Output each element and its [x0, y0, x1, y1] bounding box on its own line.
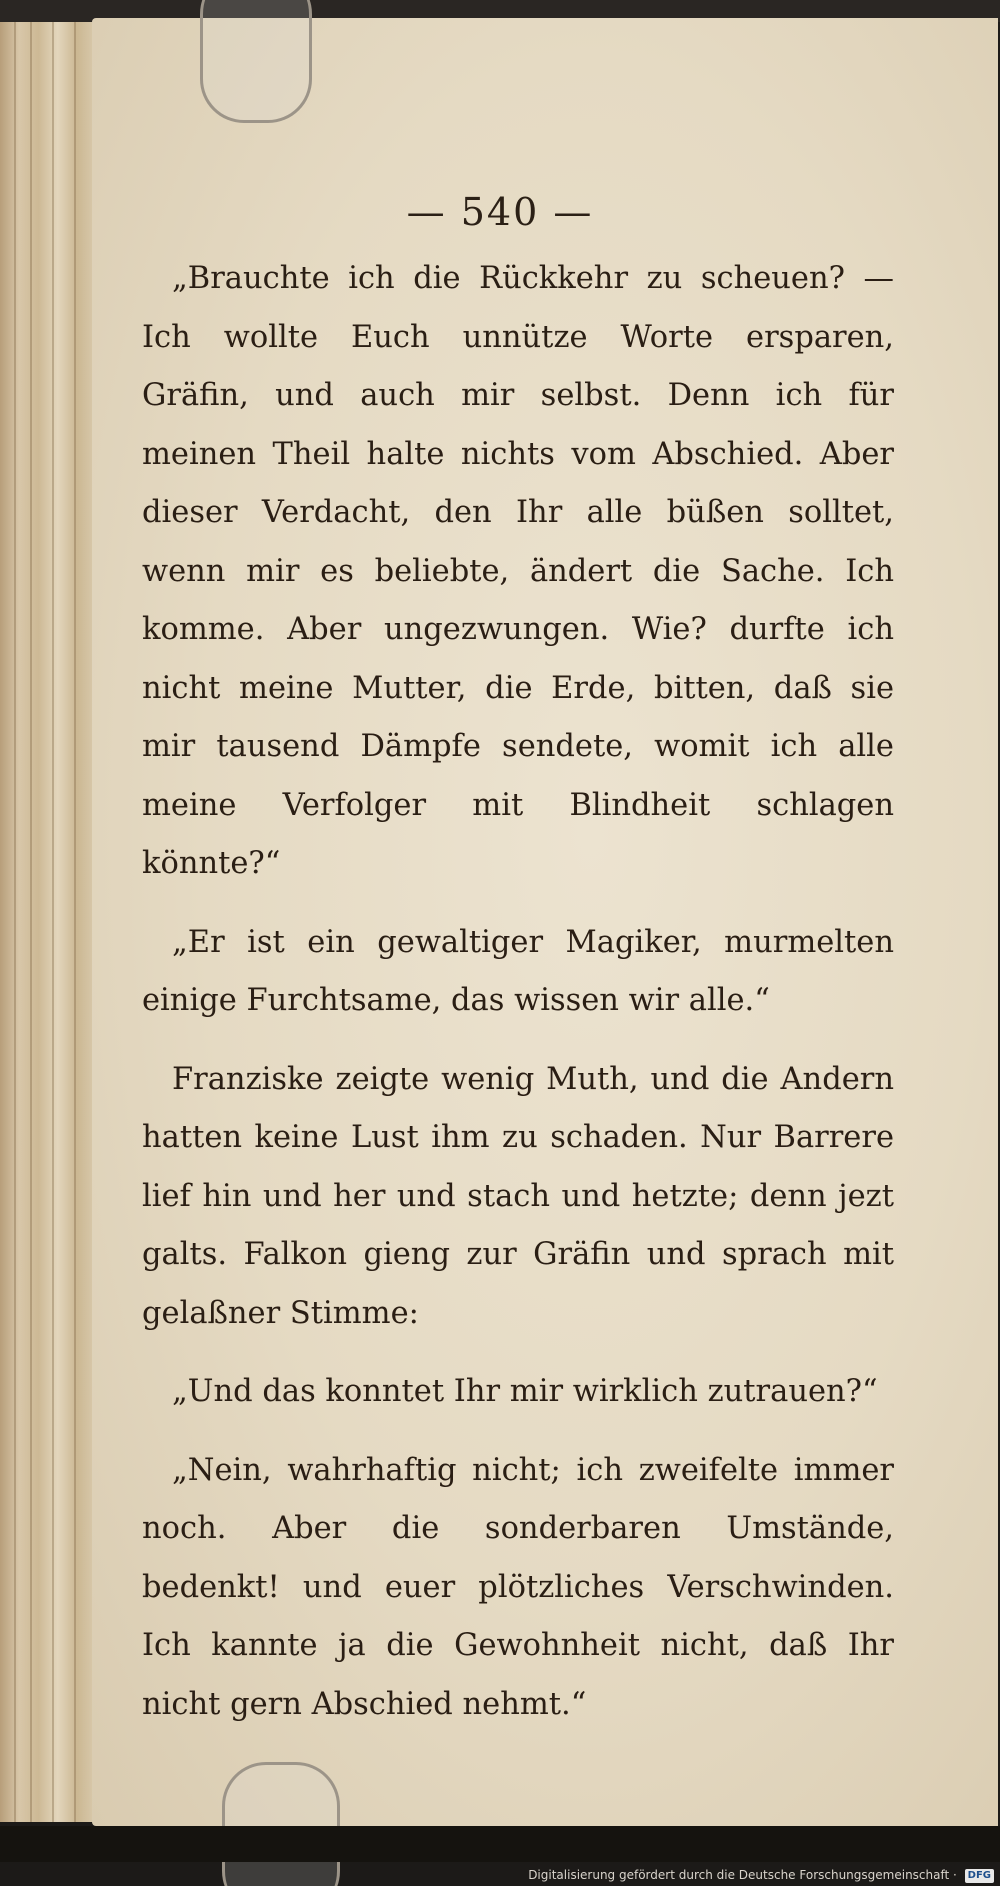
- paragraph: „Er ist ein gewaltiger Magiker, murmelten einige Furchtsame, das wissen wir alle.“: [142, 924, 894, 1018]
- page-clip-top: [200, 0, 312, 123]
- page-edge-line: [52, 22, 54, 1822]
- credit-text: Digitalisierung gefördert durch die Deutsche Forschungsgemeinschaft ·: [528, 1868, 957, 1882]
- page-edge-line: [14, 22, 16, 1822]
- page-clip-bottom: [222, 1762, 340, 1886]
- page-text: [142, 250, 894, 1754]
- paragraph: „Nein, wahrhaftig nicht; ich zweifelte immer noch. Aber die sonderbaren Umstände, bedenkt! und euer plötzliches Verschwinden. Ich kannte ja die Gewohnheit nicht, daß Ihr nicht gern Abschied nehmt.“: [142, 1452, 894, 1722]
- bottom-edge: [0, 1826, 1000, 1862]
- page-edge-line: [74, 22, 76, 1822]
- digitization-credit: [528, 1866, 994, 1884]
- dfg-logo: DFG: [965, 1869, 994, 1883]
- paragraph: „Brauchte ich die Rückkehr zu scheuen? — Ich wollte Euch unnütze Worte ersparen, Gräfin, und auch mir selbst. Denn ich für meinen Theil halte nichts vom Abschied. Aber dieser Verdacht, den Ihr alle büßen solltet, wenn mir es beliebte, ändert die Sache. Ich komme. Aber ungezwungen. Wie? durfte ich nicht meine Mutter, die Erde, bitten, daß sie mir tausend Dämpfe sendete, womit ich alle meine Verfolger mit Blindheit schlagen könnte?“: [142, 261, 894, 881]
- paragraph: Franziske zeigte wenig Muth, und die Andern hatten keine Lust ihm zu schaden. Nur Barrere lief hin und her und stach und hetzte; denn jezt galts. Falkon gieng zur Gräfin und sprach mit gelaßner Stimme:: [142, 1061, 894, 1331]
- page-edge-line: [30, 22, 32, 1822]
- paragraph: „Und das konntet Ihr mir wirklich zutrauen?“: [172, 1374, 878, 1409]
- page-number: — 540 —: [406, 190, 594, 234]
- page-stack-edge: [0, 22, 96, 1822]
